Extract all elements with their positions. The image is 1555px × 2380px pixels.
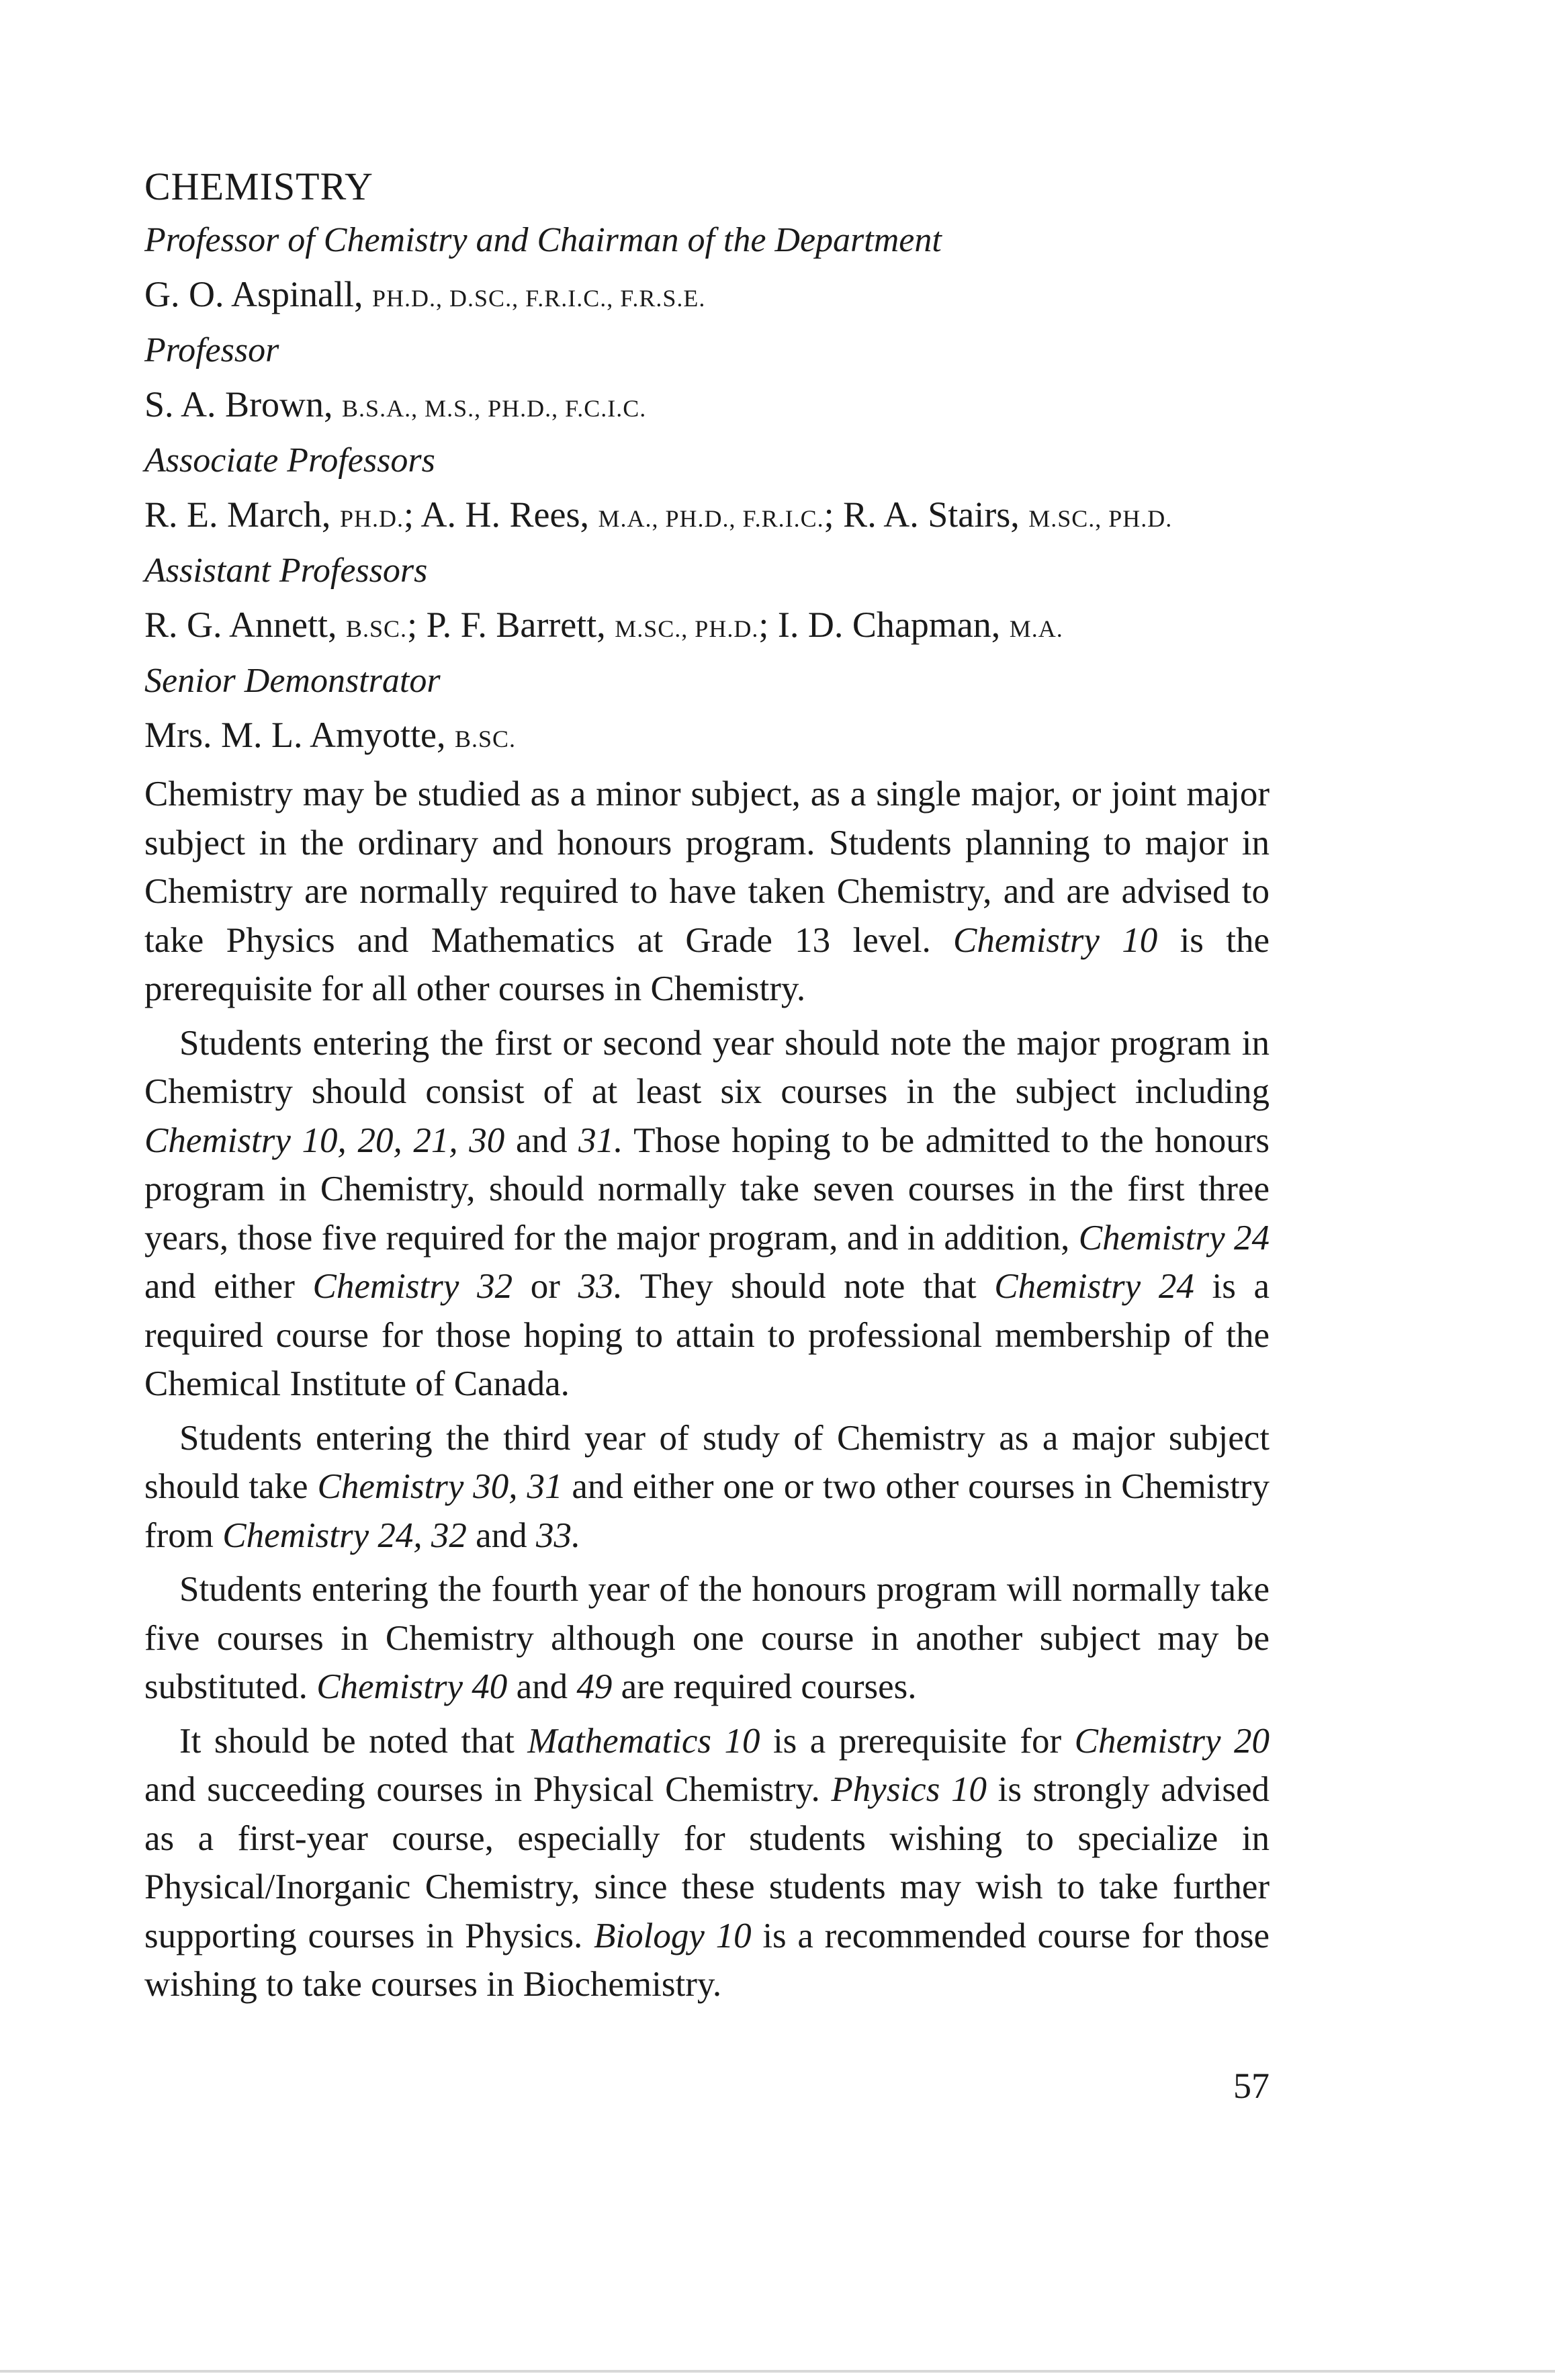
faculty-member-name: P. F. Barrett, [426, 605, 615, 645]
text-segment: Students entering the third year of study of Chemistry as a major subject should take [144, 1418, 1270, 1506]
faculty-names-line [144, 380, 1270, 433]
faculty-rank-heading: Professor [144, 331, 279, 369]
course-reference: Chemistry 24, 32 [222, 1515, 467, 1555]
text-segment: or [513, 1267, 578, 1306]
course-reference: 31. [578, 1120, 623, 1160]
body-paragraph [144, 1019, 1270, 1409]
text-segment: is a required course for those hoping to attain to professional membership of the Chemical Institute of Canada. [144, 1267, 1270, 1403]
course-reference: Biology 10 [594, 1916, 752, 1955]
text-segment: and [507, 1667, 577, 1706]
body-paragraph [144, 770, 1270, 1014]
faculty-member-degrees: B.SC. [346, 615, 408, 642]
course-reference: Chemistry 32 [312, 1267, 513, 1306]
text-segment: is a prerequisite for [760, 1721, 1075, 1761]
text-segment: is a recommended course for those wishing to take courses in Biochemistry. [144, 1916, 1270, 2004]
course-reference: Chemistry 40 [316, 1667, 508, 1706]
text-segment: It should be noted that [179, 1721, 528, 1761]
text-segment: Those hoping to be admitted to the honours program in Chemistry, should normally take seven courses in the first three years, those five required for the major program, and in addition, [144, 1120, 1270, 1258]
body-paragraph [144, 1565, 1270, 1712]
faculty-member-name: G. O. Aspinall, [144, 274, 373, 314]
faculty-member-name: A. H. Rees, [420, 494, 598, 535]
faculty-member-name: S. A. Brown, [144, 384, 343, 425]
course-reference: Chemistry 10, 20, 21, 30 [144, 1120, 505, 1160]
faculty-member-degrees: M.SC., PH.D. [615, 615, 759, 642]
course-reference: Physics 10 [831, 1770, 987, 1809]
name-separator: ; [403, 494, 421, 535]
faculty-member-name: R. A. Stairs, [843, 494, 1029, 535]
text-segment: is strongly advised as a first-year course, especially for students wishing to specialize in Physical/Inorganic Chemistry, since these students may wish to take further supporting courses in Physics. [144, 1770, 1270, 1955]
faculty-member-degrees: B.S.A., M.S., PH.D., F.C.I.C. [342, 395, 647, 422]
text-segment: and succeeding courses in Physical Chemistry. [144, 1770, 832, 1809]
text-segment: Students entering the fourth year of the honours program will normally take five courses in Chemistry although one course in another subject may be substituted. [144, 1570, 1270, 1706]
faculty-member-degrees: M.A. [1009, 615, 1063, 642]
text-segment: is the prerequisite for all other courses in Chemistry. [144, 920, 1270, 1008]
faculty-member-degrees: M.A., PH.D., F.R.I.C. [598, 505, 824, 532]
faculty-names-line [144, 601, 1270, 653]
faculty-member-name: Mrs. M. L. Amyotte, [144, 715, 455, 755]
course-reference: Chemistry 10 [953, 920, 1158, 960]
body-paragraph [144, 1414, 1270, 1560]
faculty-member-degrees: B.SC. [455, 725, 517, 752]
faculty-names-line [144, 711, 1270, 763]
bottom-rule [0, 2370, 1555, 2373]
text-segment: and either one or two other courses in Chemistry from [144, 1467, 1270, 1555]
faculty-rank-heading: Assistant Professors [144, 552, 428, 590]
course-reference: Chemistry 24 [1078, 1218, 1270, 1258]
faculty-rank-heading: Professor of Chemistry and Chairman of the Department [144, 221, 942, 259]
course-reference: Chemistry 24 [994, 1267, 1194, 1306]
course-reference: 49 [576, 1667, 613, 1706]
body-text [144, 770, 1270, 2009]
faculty-member-degrees: PH.D. [339, 505, 404, 532]
department-title: CHEMISTRY [144, 165, 373, 208]
course-reference: Chemistry 30, 31 [317, 1467, 563, 1506]
faculty-names-line [144, 270, 1270, 322]
faculty-member-degrees: M.SC., PH.D. [1028, 505, 1173, 532]
course-reference: 33. [578, 1267, 623, 1306]
text-segment: They should note that [622, 1267, 995, 1306]
name-separator: ; [758, 605, 778, 645]
page-content [144, 161, 1270, 2009]
faculty-rank-heading: Senior Demonstrator [144, 662, 441, 700]
name-separator: ; [824, 494, 844, 535]
page-number: 57 [1233, 2066, 1270, 2106]
text-segment: Students entering the first or second year should note the major program in Chemistry should consist of at least six courses in the subject including [144, 1023, 1270, 1111]
faculty-list [144, 216, 1270, 763]
text-segment: Chemistry may be studied as a minor subject, as a single major, or joint major subject in the ordinary and honours program. Students planning to major in Chemistry are normally required to have taken Chemistry, and are advised to take Physics and Mathematics at Grade 13 level. [144, 775, 1270, 960]
faculty-rank-heading: Associate Professors [144, 441, 435, 480]
faculty-member-name: I. D. Chapman, [777, 605, 1010, 645]
course-reference: Mathematics 10 [527, 1721, 760, 1761]
text-segment: and [504, 1120, 579, 1160]
body-paragraph [144, 1717, 1270, 2009]
name-separator: ; [407, 605, 427, 645]
faculty-member-name: R. G. Annett, [144, 605, 347, 645]
text-segment: and [466, 1515, 536, 1555]
text-segment: are required courses. [612, 1667, 917, 1706]
faculty-member-name: R. E. March, [144, 494, 340, 535]
text-segment: and either [144, 1267, 313, 1306]
faculty-names-line [144, 490, 1270, 543]
faculty-member-degrees: PH.D., D.SC., F.R.I.C., F.R.S.E. [372, 285, 706, 312]
course-reference: 33. [535, 1515, 581, 1555]
course-reference: Chemistry 20 [1074, 1721, 1270, 1761]
